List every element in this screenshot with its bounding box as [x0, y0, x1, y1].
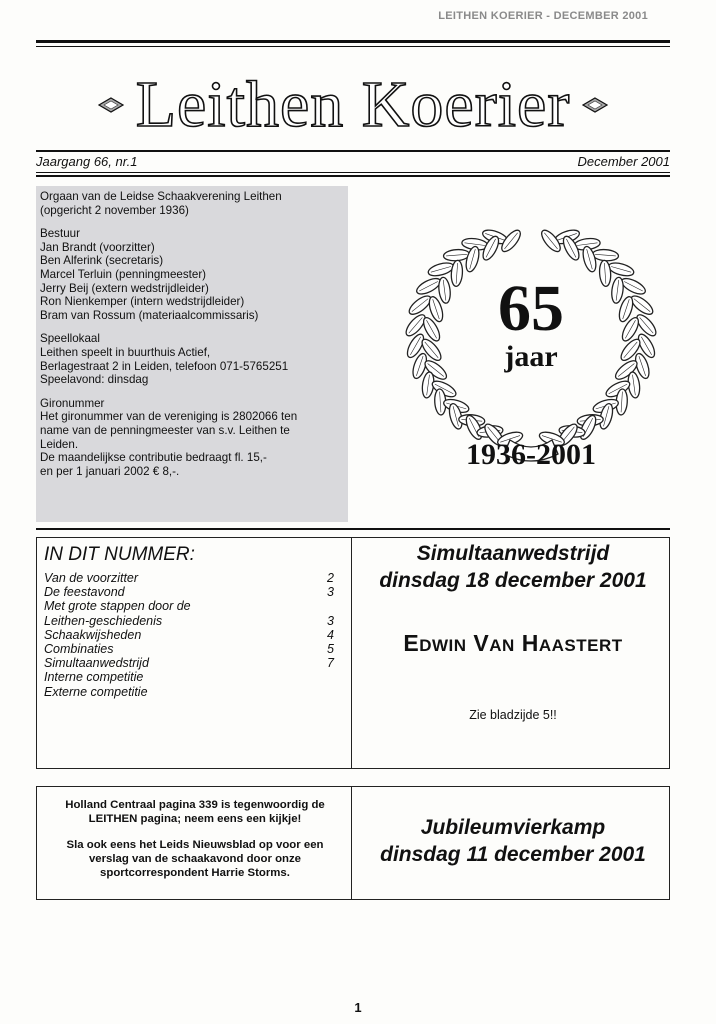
contents-divider	[351, 537, 352, 769]
board-member: Bram van Rossum (materiaalcommissaris)	[40, 308, 259, 322]
board-member: Ron Nienkemper (intern wedstrijdleider)	[40, 295, 245, 309]
venue-section: Speellokaal Leithen speelt in buurthuis Actief, Berlagestraat 2 in Leiden, telefoon 071-5765251 Speelavond: dinsdag	[40, 332, 344, 386]
board-member: Ben Alferink (secretaris)	[40, 254, 164, 268]
contents-item: Leithen-geschiedenis 3	[44, 613, 334, 628]
diamond-ornament-right-icon	[582, 97, 608, 113]
issue-volume: Jaargang 66, nr.1	[36, 154, 138, 169]
simultaan-player: EDWIN VAN HAASTERT	[403, 630, 623, 656]
giro-heading: Gironummer	[40, 396, 105, 410]
contents-item: Interne competitie	[44, 670, 144, 685]
contents-item: Met grote stappen door de	[44, 599, 191, 614]
contents-item: Simultaanwedstrijd 7	[44, 656, 334, 671]
top-rule-thin	[36, 46, 670, 47]
contents-item: Externe competitie	[44, 684, 148, 699]
contents-list	[44, 571, 334, 699]
anniversary-number: 65	[498, 272, 564, 345]
club-intro: Orgaan van de Leidse Schaakverening Leithen (opgericht 2 november 1936)	[40, 190, 282, 217]
contents-item: De feestavond 3	[44, 585, 334, 600]
issue-rule-bottom-1	[36, 172, 670, 173]
venue-heading: Speellokaal	[40, 332, 100, 346]
contents-item: Combinaties 5	[44, 641, 334, 656]
board-member: Jan Brandt (voorzitter)	[40, 240, 155, 254]
masthead-title: Leithen Koerier	[135, 68, 571, 141]
anniversary-word: jaar	[504, 340, 558, 373]
issue-line	[36, 154, 670, 169]
top-rule-thick	[36, 40, 670, 43]
board-section	[40, 227, 344, 322]
contents-title: IN DIT NUMMER:	[44, 544, 195, 565]
club-info-box	[36, 186, 348, 522]
issue-rule-top	[36, 150, 670, 152]
simultaan-reference: Zie bladzijde 5!!	[469, 708, 557, 722]
issue-date: December 2001	[577, 154, 670, 169]
masthead	[36, 66, 670, 144]
simultaan-title: Simultaanwedstrijd dinsdag 18 december 2001	[379, 542, 647, 592]
anniversary-years: 1936-2001	[466, 438, 596, 471]
board-member: Jerry Beij (extern wedstrijdleider)	[40, 281, 209, 295]
jubileum-announcement: Jubileumvierkamp dinsdag 11 december 2001	[380, 816, 646, 866]
board-member: Marcel Terluin (penningmeester)	[40, 267, 207, 281]
page-number: 1	[354, 1000, 362, 1015]
board-heading: Bestuur	[40, 227, 80, 241]
giro-section: Gironummer Het gironummer van de vereniging is 2802066 ten name van de penningmeester van s.v. Leithen te Leiden. De maandelijkse contributie bedraagt fl. 15,- en per 1 januari 2002 € 8,-.	[40, 397, 344, 479]
news-paragraph: Sla ook eens het Leids Nieuwsblad op voor een verslag van de schaakavond door onze sportcorrespondent Harrie Storms.	[66, 839, 324, 879]
issue-rule-bottom-2	[36, 175, 670, 177]
diamond-ornament-left-icon	[98, 97, 124, 113]
news-paragraph: Holland Centraal pagina 339 is tegenwoordig de LEITHEN pagina; neem eens een kijkje!	[65, 799, 325, 825]
contents-item: Van de voorzitter 2	[44, 571, 334, 585]
running-header: LEITHEN KOERIER - DECEMBER 2001	[438, 10, 648, 22]
section-rule	[36, 528, 670, 530]
contents-item: Schaakwijsheden 4	[44, 627, 334, 642]
news-notice	[38, 798, 352, 892]
